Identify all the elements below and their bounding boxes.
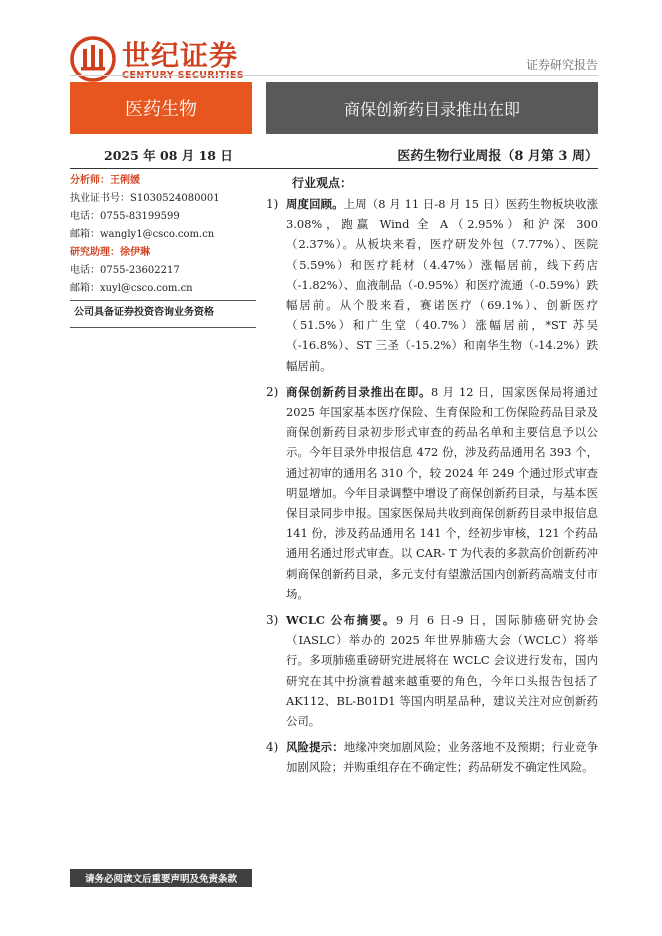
disclaimer-banner: 请务必阅读文后重要声明及免责条款 xyxy=(70,869,252,887)
view-number: 3) xyxy=(266,613,279,628)
assistant-email[interactable]: 邮箱：xuyl@csco.com.cn xyxy=(70,283,193,294)
industry-name: 医药生物 xyxy=(125,99,197,120)
view-heading: WCLC 公布摘要。 xyxy=(286,613,396,628)
view-text xyxy=(286,610,598,731)
meta-divider xyxy=(70,168,598,169)
analyst-email[interactable]: 邮箱：wangly1@csco.com.cn xyxy=(70,229,215,240)
assistant-name: 徐伊琳 xyxy=(120,247,150,258)
view-body: 9 月 6 日-9 日，国际肺癌研究协会（IASLC）举办的 2025 年世界肺癌大会（WCLC）将举行。多项肺癌重磅研究进展将在 WCLC 会议进行发布，国内研究在其中扮演着越来越重要的角色，今年口头报告包括了 AK112、BL-B01D1 等国内明星品种，建议关注对应创新药公司。 xyxy=(286,613,598,729)
analyst-row xyxy=(70,172,256,190)
industry-banner xyxy=(70,82,252,134)
view-number: 2) xyxy=(266,384,279,399)
analyst-phone: 电话：0755-83199599 xyxy=(70,211,180,222)
view-number: 4) xyxy=(266,740,279,755)
report-series-title: 医药生物行业周报（8 月第 3 周） xyxy=(397,149,598,164)
report-headline: 商保创新药目录推出在即 xyxy=(343,99,520,119)
logo-chinese-name: 世纪证券 xyxy=(122,39,239,72)
view-text xyxy=(286,382,598,604)
logo-english-name: CENTURY SECURITIES xyxy=(122,70,245,81)
report-date: 2025 年 08 月 18 日 xyxy=(104,148,233,163)
view-item xyxy=(266,610,598,731)
view-heading: 风险提示： xyxy=(286,740,344,755)
industry-views xyxy=(266,174,598,784)
view-body: 地缘冲突加剧风险；业务落地不及预期；行业竞争加剧风险；并购重组存在不确定性；药品研发不确定性风险。 xyxy=(286,740,598,775)
header-divider xyxy=(70,75,598,76)
analyst-role: 分析师： xyxy=(70,175,110,186)
view-text xyxy=(286,737,598,777)
analyst-name: 王俐媛 xyxy=(110,175,140,186)
qualification-note: 公司具备证券投资咨询业务资格 xyxy=(74,307,214,318)
view-number: 1) xyxy=(266,197,279,211)
analyst-panel xyxy=(70,172,256,328)
assistant-role: 研究助理： xyxy=(70,247,120,258)
view-item xyxy=(266,382,598,604)
section-title: 行业观点： xyxy=(292,176,353,190)
view-item xyxy=(266,737,598,777)
view-heading: 周度回顾。 xyxy=(286,197,344,211)
headline-banner xyxy=(266,82,598,134)
view-text xyxy=(286,194,598,376)
view-body: 上周（8 月 11 日-8 月 15 日）医药生物板块收涨 3.08%，跑赢 Wind 全 A（2.95%）和沪深 300（2.37%）。从板块来看，医疗研发外包（7.77%）、医院（5.59%）和医疗耗材（4.47%）涨幅居前，线下药店（-1.82%）、血液制品（-0.95%）和医疗流通（-0.59%）跌幅居前。从个股来看，赛诺医疗（69.1%）、创新医疗（51.5%）和广生堂（40.7%）涨幅居前，*ST 苏吴（-16.8%）、ST 三圣（-15.2%）和南华生物（-14.2%）跌幅居前。 xyxy=(286,197,598,373)
assistant-row xyxy=(70,244,256,262)
assistant-phone: 电话：0755-23602217 xyxy=(70,265,180,276)
view-body: 8 月 12 日，国家医保局将通过 2025 年国家基本医疗保险、生育保险和工伤保险药品目录及商保创新药目录初步形式审查的药品名单和主要信息予以公示。今年目录外申报信息 472 份，涉及药品通用名 393 个，通过初审的通用名 310 个，较 2024 年 249 个通过形式审查明显增加。今年目录调整中增设了商保创新药目录，与基本医保目录同步申报。国家医保局共收到商保创新药目录申报信息 141 份，涉及药品通用名 141 个，经初步审核，121 个药品通用名通过形式审查。以 CAR- T 为代表的多款高价创新药冲刺商保创新药目录，多元支付有望激活国内创新药高端支付市场。 xyxy=(286,384,598,601)
report-type-label: 证券研究报告 xyxy=(525,58,598,72)
qualification-divider xyxy=(70,327,256,328)
view-item xyxy=(266,194,598,376)
analyst-license: 执业证书号：S1030524080001 xyxy=(70,193,220,204)
company-logo xyxy=(70,34,260,86)
view-heading: 商保创新药目录推出在即。 xyxy=(286,384,432,399)
